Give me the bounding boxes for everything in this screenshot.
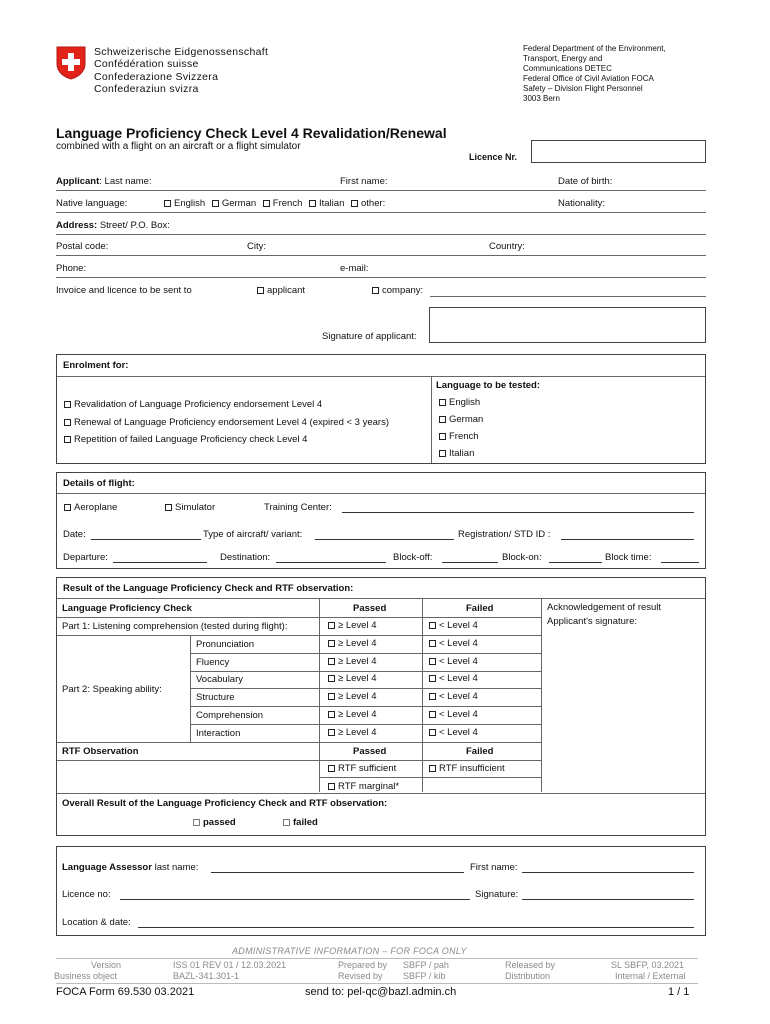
fluency-passed-checkbox[interactable] — [328, 657, 377, 667]
native-french-checkbox[interactable] — [263, 198, 303, 209]
structure-failed-checkbox[interactable] — [429, 692, 478, 702]
divider — [56, 277, 706, 278]
part1-passed-checkbox[interactable] — [328, 621, 377, 631]
assessor-last-name-label — [62, 863, 198, 873]
passed-label: ≥ Level 4 — [338, 691, 377, 702]
page-subtitle: combined with a flight on an aircraft or a flight simulator — [56, 141, 301, 152]
office-line: Safety – Division Flight Personnel — [523, 84, 643, 93]
confed-line-de: Schweizerische Eidgenossenschaft — [94, 46, 269, 58]
office-line: Communications DETEC — [523, 64, 612, 73]
prepared-label: Prepared by — [338, 960, 388, 970]
grid-line — [57, 635, 541, 636]
native-language-label: Native language: — [56, 198, 128, 209]
rtf-marginal-label: RTF marginal* — [338, 781, 400, 792]
failed-label: < Level 4 — [439, 638, 478, 649]
native-german-label: German — [221, 198, 257, 209]
revised-label: Revised by — [338, 971, 383, 981]
divider — [56, 234, 706, 235]
prepared-value: SBFP / pah — [403, 960, 449, 970]
rtf-marginal-checkbox[interactable] — [328, 782, 399, 792]
city-label: City: — [247, 241, 266, 252]
native-language-options — [164, 199, 385, 209]
block-time-label: Block time: — [605, 552, 652, 563]
assessor-signature-label: Signature: — [475, 889, 519, 900]
address-title: Address: — [56, 220, 98, 231]
grid-line — [57, 617, 541, 618]
invoice-label: Invoice and licence to be sent to — [56, 285, 192, 296]
native-english-label: English — [174, 198, 206, 209]
country-label: Country: — [489, 241, 525, 252]
rtf-failed-header: Failed — [466, 746, 494, 757]
failed-label: < Level 4 — [439, 691, 478, 702]
company-input-line[interactable] — [430, 296, 706, 297]
address-street-label: Street/ P.O. Box: — [97, 220, 170, 231]
swiss-coat-of-arms-icon — [56, 46, 86, 80]
passed-label: ≥ Level 4 — [338, 673, 377, 684]
assessor-last-name-input[interactable] — [211, 872, 464, 873]
applicant-last-name-label — [56, 177, 152, 187]
acknowledgement-label: Acknowledgement of result — [547, 602, 662, 613]
native-italian-label: Italian — [319, 198, 345, 209]
confederation-names — [94, 46, 268, 95]
first-name-label: First name: — [340, 176, 388, 187]
grid-line — [422, 599, 423, 792]
block-time-input[interactable] — [661, 562, 699, 563]
confed-line-it: Confederazione Svizzera — [94, 70, 219, 83]
footer-divider — [56, 958, 698, 959]
divider — [56, 255, 706, 256]
phone-label: Phone: — [56, 263, 87, 274]
released-label: Released by — [505, 960, 556, 970]
send-to-email[interactable]: send to: pel-qc@bazl.admin.ch — [305, 986, 457, 998]
assessor-section — [56, 846, 706, 936]
date-of-birth-label: Date of birth: — [558, 176, 613, 187]
vocabulary-failed-checkbox[interactable] — [429, 674, 478, 684]
office-line: Transport, Energy and — [523, 54, 603, 63]
failed-label: < Level 4 — [439, 656, 478, 667]
aeroplane-checkbox[interactable] — [64, 503, 117, 513]
enrolment-divider — [431, 377, 432, 463]
training-center-label: Training Center: — [264, 502, 332, 513]
rtf-insufficient-label: RTF insufficient — [439, 763, 505, 774]
aeroplane-label: Aeroplane — [74, 502, 118, 513]
divider — [56, 190, 706, 191]
comprehension-passed-checkbox[interactable] — [328, 710, 377, 720]
departure-label: Departure: — [63, 552, 108, 563]
licence-label: Licence Nr. — [469, 152, 518, 162]
departure-input[interactable] — [113, 562, 207, 563]
overall-result-title: Overall Result of the Language Proficiency Check and RTF observation: — [62, 798, 388, 809]
language-tested-title: Language to be tested: — [436, 380, 540, 391]
block-off-label: Block-off: — [393, 552, 433, 563]
enrol-repetition-checkbox[interactable] — [64, 435, 307, 445]
test-english-label: English — [449, 397, 481, 408]
aircraft-type-label: Type of aircraft/ variant: — [203, 529, 303, 540]
grid-line — [190, 706, 541, 707]
address-label — [56, 221, 170, 231]
business-object-label: Business object — [54, 971, 118, 981]
applicant-signature-label: Signature of applicant: — [322, 331, 417, 342]
registration-label: Registration/ STD ID : — [458, 529, 551, 540]
passed-label: ≥ Level 4 — [338, 709, 377, 720]
form-number: FOCA Form 69.530 03.2021 — [56, 986, 195, 998]
grid-line — [190, 671, 541, 672]
overall-failed-checkbox[interactable] — [283, 818, 318, 828]
footer-divider — [56, 983, 698, 984]
date-label: Date: — [63, 529, 86, 540]
grid-line — [57, 742, 541, 743]
grid-line — [319, 777, 541, 778]
office-address — [523, 44, 666, 104]
aircraft-type-input[interactable] — [315, 539, 454, 540]
assessor-licence-input[interactable] — [120, 899, 470, 900]
fluency-failed-checkbox[interactable] — [429, 657, 478, 667]
revised-value: SBFP / kib — [403, 971, 446, 981]
test-german-checkbox[interactable] — [439, 415, 483, 425]
test-italian-checkbox[interactable] — [439, 449, 474, 459]
native-german-checkbox[interactable] — [212, 198, 256, 209]
simulator-checkbox[interactable] — [165, 503, 215, 513]
passed-label: ≥ Level 4 — [338, 638, 377, 649]
grid-line — [190, 653, 541, 654]
admin-info-title: ADMINISTRATIVE INFORMATION – FOR FOCA ONLY — [232, 946, 467, 956]
test-french-checkbox[interactable] — [439, 432, 479, 442]
block-on-input[interactable] — [549, 562, 602, 563]
failed-label: < Level 4 — [439, 727, 478, 738]
pronunciation-passed-checkbox[interactable] — [328, 639, 377, 649]
confed-line-rm: Confederaziun svizra — [94, 82, 199, 95]
passed-label: ≥ Level 4 — [338, 727, 377, 738]
native-italian-checkbox[interactable] — [309, 198, 344, 209]
part1-failed-label: < Level 4 — [439, 620, 478, 631]
pronunciation-failed-checkbox[interactable] — [429, 639, 478, 649]
page-title: Language Proficiency Check Level 4 Revalidation/Renewal — [56, 125, 447, 141]
skill-comprehension: Comprehension — [196, 710, 264, 721]
grid-line — [319, 599, 320, 792]
office-line: Federal Department of the Environment, — [523, 44, 666, 53]
assessor-first-name-input[interactable] — [522, 872, 694, 873]
grid-line — [190, 724, 541, 725]
simulator-label: Simulator — [175, 502, 216, 513]
rtf-passed-header: Passed — [353, 746, 387, 757]
registration-input[interactable] — [561, 539, 694, 540]
passed-label: ≥ Level 4 — [338, 656, 377, 667]
grid-line — [57, 793, 705, 794]
training-center-input[interactable] — [342, 512, 694, 513]
last-name-label: : Last name: — [99, 176, 152, 187]
part2-label: Part 2: Speaking ability: — [62, 684, 162, 695]
rtf-sufficient-checkbox[interactable] — [328, 764, 396, 774]
enrol-repetition-label: Repetition of failed Language Proficiency check Level 4 — [74, 434, 308, 445]
location-date-input[interactable] — [138, 927, 694, 928]
acknowledgement-signature-label: Applicant's signature: — [547, 616, 638, 627]
native-english-checkbox[interactable] — [164, 198, 205, 209]
page-number: 1 / 1 — [668, 986, 690, 998]
skill-vocabulary: Vocabulary — [196, 674, 244, 685]
structure-passed-checkbox[interactable] — [328, 692, 377, 702]
office-line: Federal Office of Civil Aviation FOCA — [523, 74, 654, 83]
native-french-label: French — [272, 198, 303, 209]
comprehension-failed-checkbox[interactable] — [429, 710, 478, 720]
overall-passed-checkbox[interactable] — [193, 818, 236, 828]
skill-fluency: Fluency — [196, 657, 230, 668]
applicant-signature-box[interactable] — [429, 307, 706, 343]
native-other-checkbox[interactable] — [351, 198, 385, 209]
rtf-observation-title: RTF Observation — [62, 746, 139, 757]
vocabulary-passed-checkbox[interactable] — [328, 674, 377, 684]
email-label: e-mail: — [340, 263, 369, 274]
interaction-failed-checkbox[interactable] — [429, 728, 478, 738]
grid-line — [57, 760, 541, 761]
version-value: ISS 01 REV 01 / 12.03.2021 — [173, 960, 287, 970]
location-date-label: Location & date: — [62, 917, 131, 928]
part1-label: Part 1: Listening comprehension (tested during flight): — [62, 621, 288, 632]
flight-header-bg — [57, 473, 705, 494]
test-italian-label: Italian — [449, 448, 475, 459]
invoice-company-checkbox[interactable] — [372, 286, 423, 296]
test-german-label: German — [449, 414, 484, 425]
failed-label: < Level 4 — [439, 709, 478, 720]
part1-passed-label: ≥ Level 4 — [338, 620, 377, 631]
col-failed-header: Failed — [466, 603, 494, 614]
assessor-last-name: last name: — [151, 862, 199, 873]
flight-title: Details of flight: — [63, 478, 135, 489]
test-english-checkbox[interactable] — [439, 398, 480, 408]
assessor-licence-label: Licence no: — [62, 889, 111, 900]
nationality-label: Nationality: — [558, 198, 605, 209]
col-check-header: Language Proficiency Check — [62, 603, 192, 614]
overall-failed-label: failed — [293, 817, 318, 828]
assessor-first-name-label: First name: — [470, 862, 518, 873]
test-french-label: French — [449, 431, 479, 442]
licence-number-field[interactable] — [531, 140, 706, 163]
skill-pronunciation: Pronunciation — [196, 639, 255, 650]
enrol-renewal-checkbox[interactable] — [64, 418, 389, 428]
rtf-insufficient-checkbox[interactable] — [429, 764, 505, 774]
version-label: Version — [91, 960, 122, 970]
invoice-applicant-checkbox[interactable] — [257, 286, 305, 296]
block-off-input[interactable] — [442, 562, 498, 563]
failed-label: < Level 4 — [439, 673, 478, 684]
assessor-signature-input[interactable] — [522, 899, 694, 900]
enrol-revalidation-checkbox[interactable] — [64, 400, 322, 410]
confed-line-fr: Confédération suisse — [94, 58, 199, 71]
grid-line — [190, 688, 541, 689]
distribution-label: Distribution — [505, 971, 551, 981]
col-passed-header: Passed — [353, 603, 387, 614]
assessor-title: Language Assessor — [62, 862, 152, 873]
block-on-label: Block-on: — [502, 552, 542, 563]
divider — [56, 212, 706, 213]
business-object-value: BAZL-341.301-1 — [173, 971, 240, 981]
native-other-label: other: — [361, 198, 386, 209]
enrolment-title: Enrolment for: — [63, 360, 129, 371]
postal-code-label: Postal code: — [56, 241, 109, 252]
grid-line — [541, 599, 542, 792]
invoice-applicant-label: applicant — [267, 285, 306, 296]
invoice-company-label: company: — [382, 285, 424, 296]
destination-label: Destination: — [220, 552, 271, 563]
office-line: 3003 Bern — [523, 94, 560, 103]
skill-interaction: Interaction — [196, 728, 241, 739]
overall-passed-label: passed — [203, 817, 236, 828]
enrolment-header-bg — [57, 355, 705, 377]
destination-input[interactable] — [276, 562, 386, 563]
interaction-passed-checkbox[interactable] — [328, 728, 377, 738]
result-title: Result of the Language Proficiency Check and RTF observation: — [63, 583, 354, 594]
skill-structure: Structure — [196, 692, 235, 703]
enrol-renewal-label: Renewal of Language Proficiency endorsement Level 4 (expired < 3 years) — [74, 417, 390, 428]
part1-failed-checkbox[interactable] — [429, 621, 478, 631]
rtf-sufficient-label: RTF sufficient — [338, 763, 397, 774]
applicant-label: Applicant — [56, 176, 100, 187]
enrol-revalidation-label: Revalidation of Language Proficiency endorsement Level 4 — [74, 399, 323, 410]
date-input[interactable] — [91, 539, 201, 540]
released-value: SL SBFP, 03.2021 — [611, 960, 685, 970]
distribution-value: Internal / External — [615, 971, 686, 981]
